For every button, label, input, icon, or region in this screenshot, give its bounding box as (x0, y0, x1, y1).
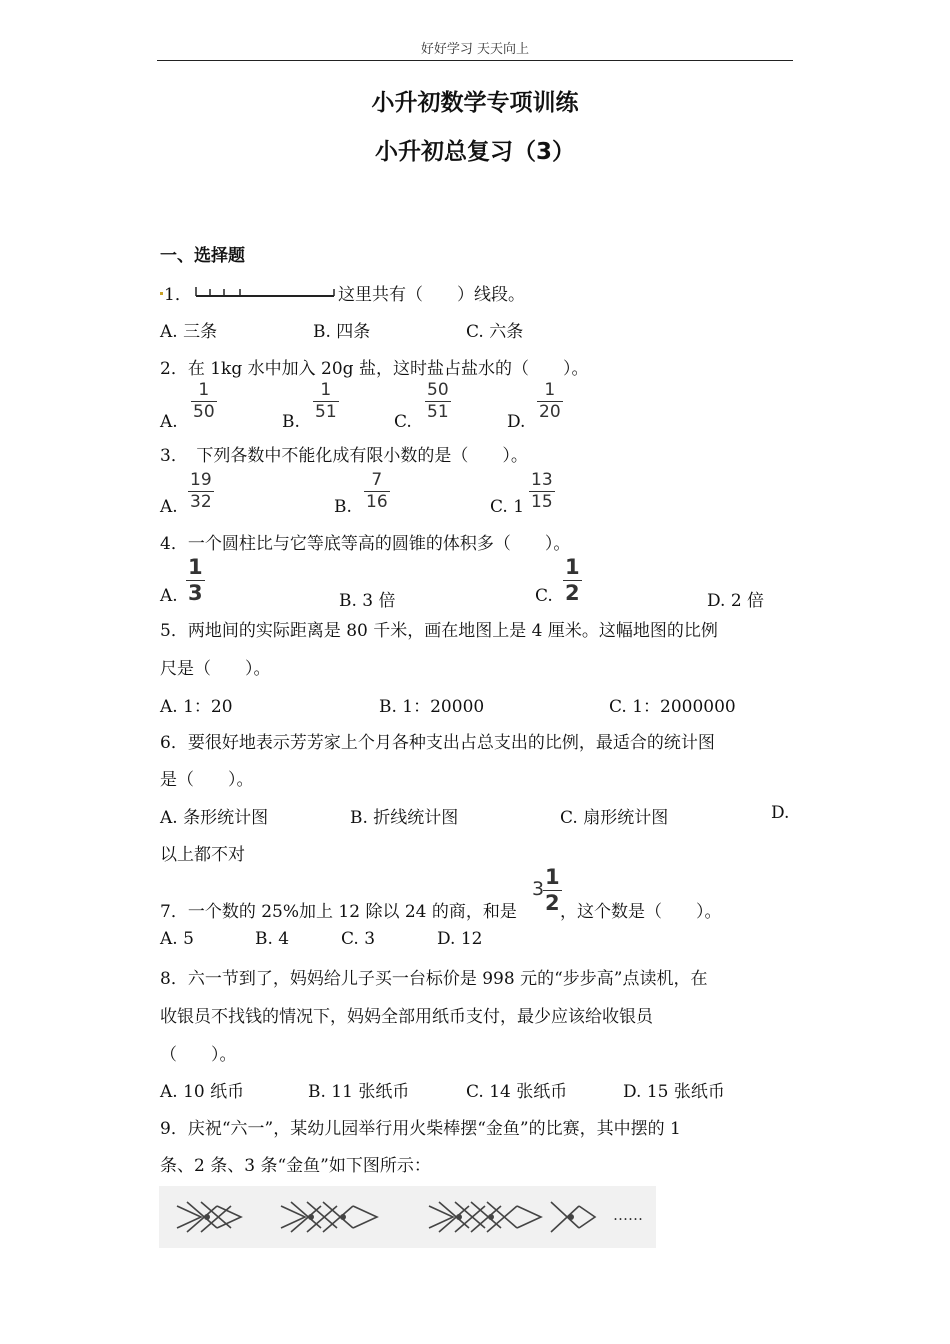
q2-frac-a: 1 50 (193, 380, 215, 422)
fish-ellipsis: …… (613, 1206, 643, 1224)
q6-option-b: B. 折线统计图 (350, 808, 459, 828)
q4-label-c: C. (535, 586, 553, 606)
q8-option-a: A. 10 纸币 (160, 1082, 245, 1102)
q2-frac-b: 1 51 (315, 380, 337, 422)
q8-option-c: C. 14 张纸币 (466, 1082, 568, 1102)
q2-label-d: D. (507, 412, 526, 432)
q7-option-c: C. 3 (341, 929, 376, 949)
q7-option-a: A. 5 (160, 929, 194, 949)
q3-text: 3． 下列各数中不能化成有限小数的是（ ）。 (160, 446, 528, 466)
q9-line2: 条、2 条、3 条“金鱼”如下图所示： (160, 1156, 431, 1176)
q9-line1: 9．庆祝“六一”，某幼儿园举行用火柴棒摆“金鱼”的比赛，其中摆的 1 (160, 1119, 681, 1139)
q4-option-d: D. 2 倍 (707, 591, 765, 611)
q5-option-a: A. 1：20 (160, 697, 233, 717)
q5-option-c: C. 1：2000000 (609, 697, 736, 717)
q6-option-d: D. (771, 803, 790, 823)
q6-option-d-text: 以上都不对 (160, 845, 245, 865)
q8-option-b: B. 11 张纸币 (308, 1082, 410, 1102)
q5-option-b: B. 1：20000 (379, 697, 485, 717)
q2-label-b: B. (282, 412, 300, 432)
q3-label-a: A. (160, 497, 178, 517)
segment-figure (194, 283, 336, 299)
q5-line2: 尺是（ ）。 (160, 659, 271, 679)
q8-line1: 8．六一节到了，妈妈给儿子买一台标价是 998 元的“步步高”点读机，在 (160, 969, 708, 989)
q8-line3: （ ）。 (160, 1045, 237, 1065)
q6-line2: 是（ ）。 (160, 770, 254, 790)
q7-mixed-whole: 3 (532, 878, 545, 900)
fish-drawing (159, 1186, 656, 1248)
q3-frac-a: 19 32 (190, 470, 212, 512)
q7-option-b: B. 4 (255, 929, 290, 949)
q8-option-d: D. 15 张纸币 (623, 1082, 725, 1102)
q1-option-b: B. 四条 (313, 322, 371, 342)
page-header: 好好学习 天天向上 (420, 42, 530, 57)
q3-frac-c: 13 15 (531, 470, 553, 512)
q8-line2: 收银员不找钱的情况下，妈妈全部用纸币支付，最少应该给收银员 (160, 1007, 653, 1027)
q2-text: 2．在 1kg 水中加入 20g 盐，这时盐占盐水的（ ）。 (160, 359, 589, 379)
matchstick-fish-figure (159, 1186, 656, 1248)
q7-mixed-frac: 1 2 (545, 865, 560, 915)
q1-option-a: A. 三条 (160, 322, 218, 342)
q4-label-a: A. (160, 586, 178, 606)
q4-option-b: B. 3 倍 (339, 591, 396, 611)
q7-text-before: 7．一个数的 25%加上 12 除以 24 的商，和是 (160, 902, 517, 922)
q6-option-a: A. 条形统计图 (160, 808, 269, 828)
q3-frac-b: 7 16 (366, 470, 388, 512)
marker-dot (160, 292, 163, 295)
q4-text: 4．一个圆柱比与它等底等高的圆锥的体积多（ ）。 (160, 534, 571, 554)
q2-frac-c: 50 51 (427, 380, 449, 422)
q3-label-b: B. (334, 497, 352, 517)
q4-frac-a: 1 3 (188, 555, 203, 605)
q2-label-c: C. (394, 412, 412, 432)
q1-text: 这里共有（ ）线段。 (338, 285, 525, 305)
page-subtitle: 小升初总复习（3） (374, 139, 575, 165)
q3-label-c: C. 1 (490, 497, 525, 517)
q6-line1: 6．要很好地表示芳芳家上个月各种支出占总支出的比例，最适合的统计图 (160, 733, 715, 753)
q2-frac-d: 1 20 (539, 380, 561, 422)
q7-text-after: ，这个数是（ ）。 (560, 902, 722, 922)
q1-option-c: C. 六条 (466, 322, 524, 342)
q5-line1: 5．两地间的实际距离是 80 千米，画在地图上是 4 厘米。这幅地图的比例 (160, 621, 718, 641)
q1-number: 1． (164, 285, 192, 305)
section-heading: 一、选择题 (160, 246, 245, 266)
q2-label-a: A. (160, 412, 178, 432)
q6-option-c: C. 扇形统计图 (560, 808, 669, 828)
page-title: 小升初数学专项训练 (371, 90, 579, 116)
q4-frac-c: 1 2 (565, 555, 580, 605)
header-rule (157, 60, 793, 61)
q7-option-d: D. 12 (437, 929, 483, 949)
